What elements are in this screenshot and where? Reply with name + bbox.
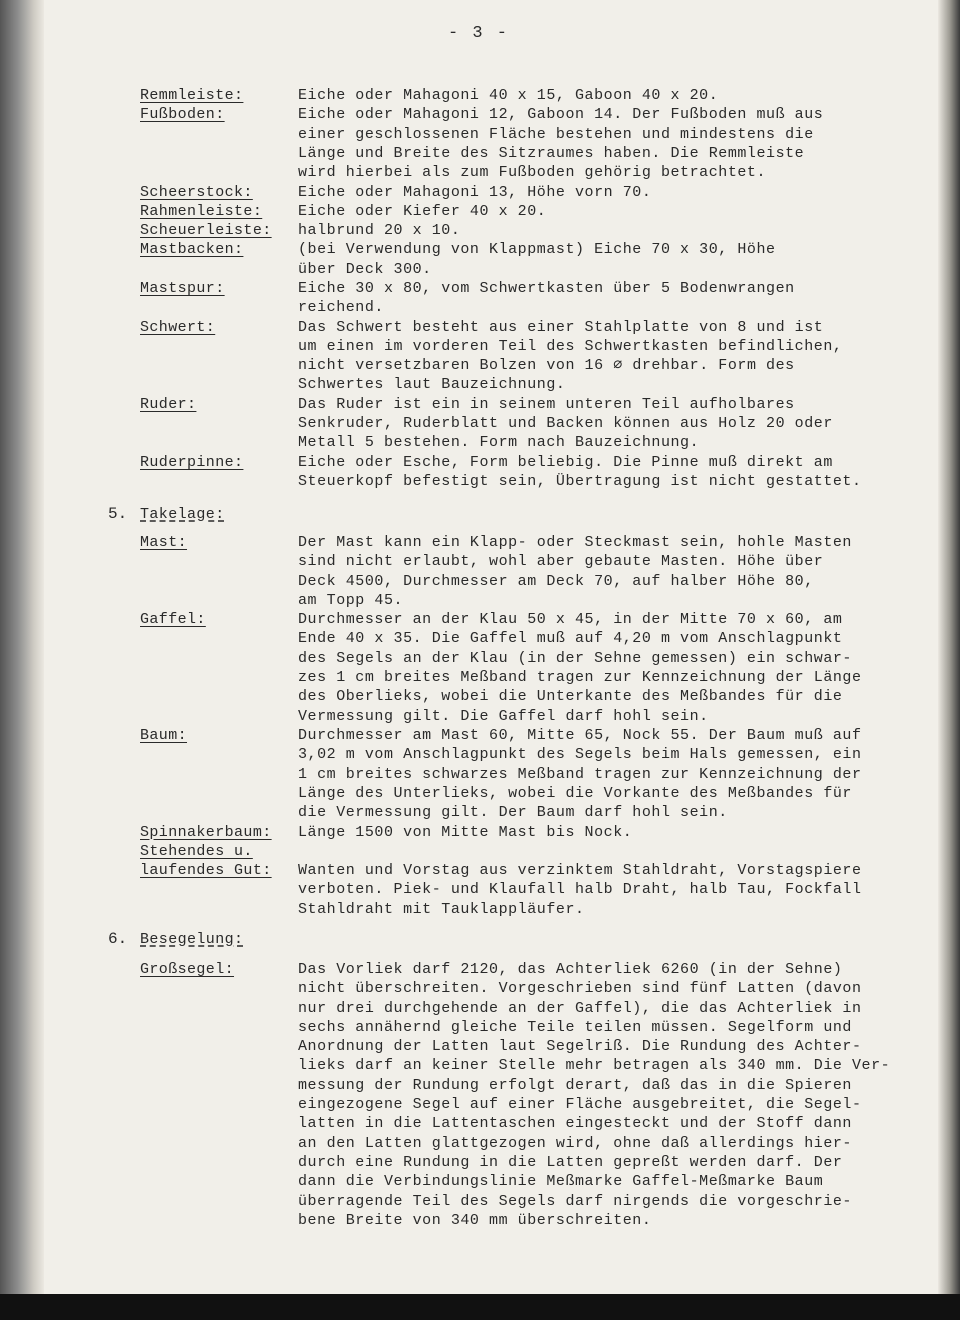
entry-term	[140, 105, 295, 124]
entry-description-line: Eiche oder Mahagoni 12, Gaboon 14. Der Fußboden muß aus	[298, 106, 824, 124]
entry-description-line: überragende Teil des Segels darf nirgends die vorgeschrie-	[298, 1192, 852, 1210]
entry-description-line: Vermessung gilt. Die Gaffel darf hohl sein.	[298, 707, 709, 725]
entry-term	[140, 960, 295, 979]
entry-description-line: Anordnung der Latten laut Segelriß. Die Rundung des Achter-	[298, 1038, 862, 1056]
entry-description	[298, 533, 928, 610]
entry-description-line: des Segels an der Klau (in der Sehne gemessen) ein schwar-	[298, 649, 852, 667]
entry-term-line: Schwert:	[140, 318, 216, 336]
entry-description-line: Deck 4500, Durchmesser am Deck 70, auf halber Höhe 80,	[298, 572, 814, 590]
entry-description-line: Das Ruder ist ein in seinem unteren Teil aufholbares	[298, 395, 795, 413]
entry-term	[140, 202, 295, 221]
entry-term-line: Gaffel:	[140, 611, 206, 629]
entry-description	[298, 240, 928, 279]
entry-description-line: Eiche oder Mahagoni 40 x 15, Gaboon 40 x 20.	[298, 87, 719, 104]
entry-description-line: Durchmesser an der Klau 50 x 45, in der Mitte 70 x 60, am	[298, 611, 843, 629]
entry-description-line: durch eine Rundung in die Latten gepreßt werden darf. Der	[298, 1153, 843, 1171]
entry-description-line: Eiche oder Esche, Form beliebig. Die Pinne muß direkt am	[298, 453, 833, 471]
entry-description-line: Metall 5 bestehen. Form nach Bauzeichnung.	[298, 434, 700, 452]
entry-description-line: messung der Rundung erfolgt derart, daß das in die Spieren	[298, 1076, 852, 1094]
entry-description-line: Stahldraht mit Tauklappläufer.	[298, 900, 585, 918]
entry-term-line: laufendes Gut:	[140, 862, 272, 880]
entry-term-line: Stehendes u.	[140, 842, 253, 860]
page-edge-shadow	[938, 0, 960, 1320]
entry-description-line: Schwertes laut Bauzeichnung.	[298, 376, 566, 394]
entry-description	[298, 279, 928, 318]
entry-term-line: Scheerstock:	[140, 183, 253, 201]
entry-term	[140, 726, 295, 745]
entry-description-line: Eiche oder Mahagoni 13, Höhe vorn 70.	[298, 183, 652, 201]
entry-term-line: Baum:	[140, 727, 188, 744]
entry-description	[298, 318, 928, 395]
entry-description-line: Durchmesser am Mast 60, Mitte 65, Nock 55. Der Baum muß auf	[298, 727, 862, 744]
section-title-text: Besegelung:	[140, 931, 244, 948]
entry-description-line: 3,02 m vom Anschlagpunkt des Segels beim Hals gemessen, ein	[298, 746, 862, 764]
entry-description-line: Eiche 30 x 80, vom Schwertkasten über 5 Bodenwrangen	[298, 280, 795, 297]
entry-term-line: Ruderpinne:	[140, 453, 244, 471]
entry-description-line: Wanten und Vorstag aus verzinktem Stahldraht, Vorstagspiere	[298, 862, 862, 880]
entry-description	[298, 453, 928, 492]
entry-description-line: Der Mast kann ein Klapp- oder Steckmast sein, hohle Masten	[298, 534, 852, 551]
book-binding-shadow	[0, 0, 44, 1320]
entry-description-line: 1 cm breites schwarzes Meßband tragen zur Kennzeichnung der	[298, 765, 862, 783]
entry-term	[140, 395, 295, 414]
entry-term-line: Rahmenleiste:	[140, 202, 263, 220]
entry-term	[140, 453, 295, 472]
entry-description-line: wird hierbei als zum Fußboden gehörig betrachtet.	[298, 164, 767, 182]
entry-term	[140, 221, 295, 240]
entry-description-line: am Topp 45.	[298, 591, 404, 609]
section-title	[140, 505, 295, 524]
entry-description-line: verboten. Piek- und Klaufall halb Draht, halb Tau, Fockfall	[298, 881, 862, 899]
entry-description-line: sechs annähernd gleiche Teile teilen müssen. Segelform und	[298, 1018, 852, 1036]
entry-term	[140, 183, 295, 202]
entry-description-line: lieks darf an keiner Stelle mehr betragen als 340 mm. Die Ver-	[298, 1057, 891, 1075]
entry-description-line: Eiche oder Kiefer 40 x 20.	[298, 202, 547, 220]
entry-description-line: nicht versetzbaren Bolzen von 16 ∅ drehbar. Form des	[298, 357, 795, 375]
entry-term	[140, 240, 295, 259]
entry-term-line: Remmleiste:	[140, 87, 244, 104]
entry-description-line: nur drei durchgehende an der Gaffel), die das Achterliek in	[298, 999, 862, 1017]
entry-description-line: an den Latten glattgezogen wird, ohne daß allerdings hier-	[298, 1134, 852, 1152]
entry-description-line: Steuerkopf befestigt sein, Übertragung ist nicht gestattet.	[298, 472, 862, 490]
section-number: 5.	[108, 505, 128, 523]
entry-description-line: sind nicht erlaubt, wohl aber gebaute Masten. Höhe über	[298, 553, 824, 571]
entry-description-line: Das Schwert besteht aus einer Stahlplatte von 8 und ist	[298, 318, 824, 336]
entry-description-line: reichend.	[298, 299, 384, 317]
entry-term-line: Scheuerleiste:	[140, 222, 272, 240]
entry-term	[140, 86, 295, 105]
entry-term-line: Mast:	[140, 534, 188, 551]
entry-description-line: latten in die Lattentaschen eingesteckt und der Stoff dann	[298, 1115, 852, 1133]
entry-description-line: (bei Verwendung von Klappmast) Eiche 70 x 30, Höhe	[298, 241, 776, 259]
entry-description	[298, 610, 928, 726]
entry-description-line: halbrund 20 x 10.	[298, 222, 461, 240]
entry-description-line	[298, 842, 928, 861]
entry-description-line: die Vermessung gilt. Der Baum darf hohl sein.	[298, 804, 728, 822]
entry-term-line: Mastbacken:	[140, 241, 244, 259]
entry-term	[140, 842, 295, 881]
entry-term-line: Spinnakerbaum:	[140, 823, 272, 841]
entry-term	[140, 318, 295, 337]
entry-term	[140, 610, 295, 629]
entry-description-line: über Deck 300.	[298, 260, 432, 278]
page-number: - 3 -	[448, 24, 510, 43]
entry-term	[140, 823, 295, 842]
entry-description-line: nicht überschreiten. Vorgeschrieben sind fünf Latten (davon	[298, 980, 862, 998]
entry-description	[298, 221, 928, 240]
entry-description	[298, 842, 928, 919]
entry-description-line: bene Breite von 340 mm überschreiten.	[298, 1211, 652, 1229]
entry-description	[298, 726, 928, 822]
entry-description-line: um einen im vorderen Teil des Schwertkasten befindlichen,	[298, 337, 843, 355]
entry-term	[140, 533, 295, 552]
entry-description-line: Ende 40 x 35. Die Gaffel muß auf 4,20 m vom Anschlagpunkt	[298, 630, 843, 648]
entry-description-line: einer geschlossenen Fläche bestehen und mindestens die	[298, 125, 814, 143]
entry-term-line: Fußboden:	[140, 106, 225, 124]
section-number: 6.	[108, 930, 128, 948]
scan-bottom-edge	[0, 1294, 960, 1320]
entry-description	[298, 823, 928, 842]
entry-description-line: zes 1 cm breites Meßband tragen zur Kennzeichnung der Länge	[298, 669, 862, 687]
entry-term-line: Mastspur:	[140, 280, 225, 297]
entry-description	[298, 202, 928, 221]
entry-description	[298, 105, 928, 182]
entry-description-line: dann die Verbindungslinie Meßmarke Gaffel-Meßmarke Baum	[298, 1173, 824, 1191]
section-title	[140, 930, 295, 949]
entry-term	[140, 279, 295, 298]
entry-description	[298, 86, 928, 105]
entry-description-line: Länge 1500 von Mitte Mast bis Nock.	[298, 823, 633, 841]
entry-description	[298, 960, 928, 1230]
entry-description	[298, 395, 928, 453]
entry-description-line: Senkruder, Ruderblatt und Backen können aus Holz 20 oder	[298, 415, 833, 433]
entry-term-line: Großsegel:	[140, 961, 235, 978]
entry-description	[298, 183, 928, 202]
entry-description-line: eingezogene Segel auf einer Fläche ausgebreitet, die Segel-	[298, 1096, 862, 1114]
entry-description-line: Das Vorliek darf 2120, das Achterliek 6260 (in der Sehne)	[298, 961, 843, 978]
entry-term-line: Ruder:	[140, 395, 197, 413]
section-title-text: Takelage:	[140, 506, 225, 523]
entry-description-line: Länge und Breite des Sitzraumes haben. Die Remmleiste	[298, 144, 805, 162]
entry-description-line: Länge des Unterlieks, wobei die Vorkante des Meßbandes für	[298, 784, 852, 802]
entry-description-line: des Oberlieks, wobei die Unterkante des Meßbandes für die	[298, 688, 843, 706]
